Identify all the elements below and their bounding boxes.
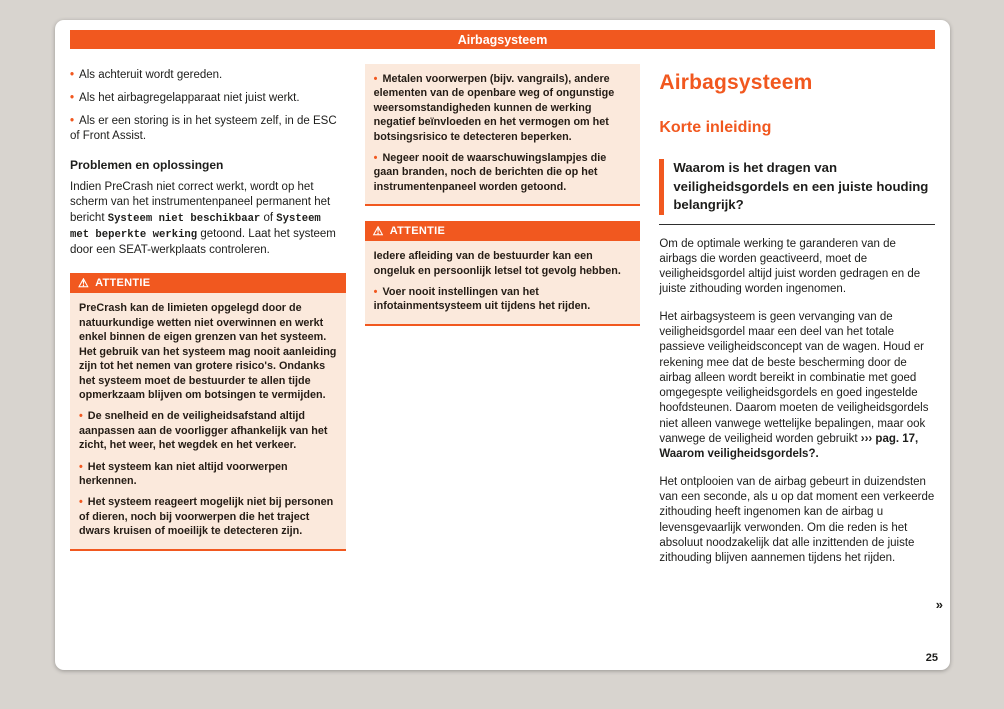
- attention-header: [365, 221, 641, 241]
- bullet-icon: •: [70, 69, 75, 81]
- list-item: [79, 460, 337, 489]
- paragraph: Om de optimale werking te garanderen van de airbags die worden geactiveerd, moet de veiligheidsgordel altijd juist worden gedragen en de juiste zithouding worden ingenomen.: [659, 237, 921, 296]
- attention-body: [365, 241, 641, 326]
- list-item-text: Metalen voorwerpen (bijv. vangrails), andere elementen van de openbare weg of ongunstige weersomstandigheden kunnen de werking negatief beïnvloeden en het vermogen om het botsingsrisico te detecteren beperken.: [373, 73, 615, 143]
- attention-bullet-list: [374, 285, 632, 314]
- page-header-title: Airbagsysteem: [457, 32, 548, 47]
- warning-icon: ⚠: [372, 224, 384, 239]
- attention-label: ATTENTIE: [389, 225, 446, 238]
- question-heading: Waarom is het dragen van veiligheidsgordels en een juiste houding belangrijk?: [673, 160, 929, 212]
- bullet-icon: •: [79, 410, 83, 423]
- bullet-icon: •: [70, 92, 75, 104]
- heading-rule: [659, 224, 935, 225]
- bullet-icon: •: [79, 496, 83, 509]
- list-item: [70, 68, 346, 83]
- list-item: [79, 409, 337, 452]
- attention-bullet-list: [374, 72, 632, 194]
- condition-bullet-list: [70, 68, 346, 144]
- list-item-text: De snelheid en de veiligheidsafstand altijd aanpassen aan de voorligger afhankelijk van het zicht, het weer, het wegdek en het verkeer.: [79, 410, 328, 452]
- continuation-mark: »: [935, 597, 943, 612]
- page-number: 25: [925, 652, 938, 664]
- bullet-icon: •: [373, 152, 378, 165]
- attention-bullet-list: [79, 409, 337, 538]
- column-left: [70, 64, 346, 566]
- list-item: [79, 495, 337, 538]
- attention-box-1: [70, 273, 346, 550]
- list-item: [70, 114, 346, 144]
- attention-intro: PreCrash kan de limieten opgelegd door de natuurkundige wetten niet overwinnen en werkt enkel binnen de eigen grenzen van het systeem. Het gebruik van het systeem mag nooit aanleiding zijn tot het nemen van grotere risico's. Ondanks het systeem moet de bestuurder te allen tijde opmerkzaam blijven om botsingen te vermijden.: [79, 302, 337, 401]
- page-columns: [70, 64, 935, 566]
- warning-icon: ⚠: [78, 276, 90, 291]
- column-middle: [365, 64, 641, 566]
- list-item: [374, 151, 632, 194]
- list-item-text: Als het airbagregelapparaat niet juist werkt.: [79, 92, 300, 104]
- list-item-text: Het systeem kan niet altijd voorwerpen herkennen.: [79, 460, 288, 487]
- list-item-text: Het systeem reageert mogelijk niet bij personen of dieren, noch bij voorwerpen die het traject dwars kruisen of moeilijk te detecteren zijn.: [79, 496, 334, 538]
- attention-intro: Iedere afleiding van de bestuurder kan een ongeluk en persoonlijk letsel tot gevolg hebben.: [373, 250, 621, 277]
- bullet-icon: •: [373, 286, 378, 299]
- list-item-text: Als achteruit wordt gereden.: [79, 69, 223, 81]
- column-right: [659, 64, 935, 566]
- list-item: [374, 285, 632, 314]
- list-item-text: Als er een storing is in het systeem zelf, in de ESC of Front Assist.: [70, 115, 337, 142]
- attention-label: ATTENTIE: [95, 277, 151, 290]
- paragraph: Het ontplooien van de airbag gebeurt in duizendsten van een seconde, als u op dat moment een verkeerde zithouding heeft ingenomen kan de airbag u levensgevaarlijk verwonden. Om die reden is het absoluut noodzakelijk dat alle inzittenden de juiste zithouding blijven aannemen tijdens het rijden.: [659, 475, 935, 565]
- attention-box-2: [365, 221, 641, 326]
- attention-continuation: [365, 64, 641, 206]
- manual-page: [55, 20, 950, 670]
- chapter-title: Airbagsysteem: [659, 71, 813, 94]
- list-item-text: Negeer nooit de waarschuwingslampjes die gaan branden, noch de berichten die op het instrumentenpaneel worden getoond.: [373, 152, 607, 193]
- paragraph: Het airbagsysteem is geen vervanging van de veiligheidsgordel maar een deel van het totale passieve veiligheidsconcept van de wagen. Houd er rekening mee dat de beste bescherming door de airbag alleen wordt bereikt in combinatie met goed omgegespte veiligheidsgordels en goed ingestelde hoofdsteunen. Daarom moeten de veiligheidsgordels niet alleen vanwege wettelijke bepalingen, maar ook vanwege de veiligheid worden gebruikt ››› pag. 17, Waarom veiligheidsgordels?.: [659, 310, 929, 461]
- question-heading-block: [659, 159, 935, 215]
- list-item: [374, 72, 632, 144]
- attention-body: [70, 293, 346, 550]
- paragraph-problems: Indien PreCrash niet correct werkt, wordt op het scherm van het instrumentenpaneel permanent het bericht Systeem niet beschikbaar of Systeem met beperkte werking getoond. Laat het systeem door een SEAT-werkplaats controleren.: [70, 181, 336, 257]
- section-title: Korte inleiding: [659, 119, 772, 136]
- bullet-icon: •: [70, 115, 75, 127]
- bullet-icon: •: [373, 73, 378, 85]
- attention-header: [70, 273, 346, 293]
- list-item-text: Voer nooit instellingen van het infotainmentsysteem uit tijdens het rijden.: [373, 286, 591, 313]
- section-heading: Problemen en oplossingen: [70, 158, 224, 172]
- bullet-icon: •: [79, 460, 83, 473]
- list-item: [70, 91, 346, 106]
- page-header-bar: [70, 30, 935, 49]
